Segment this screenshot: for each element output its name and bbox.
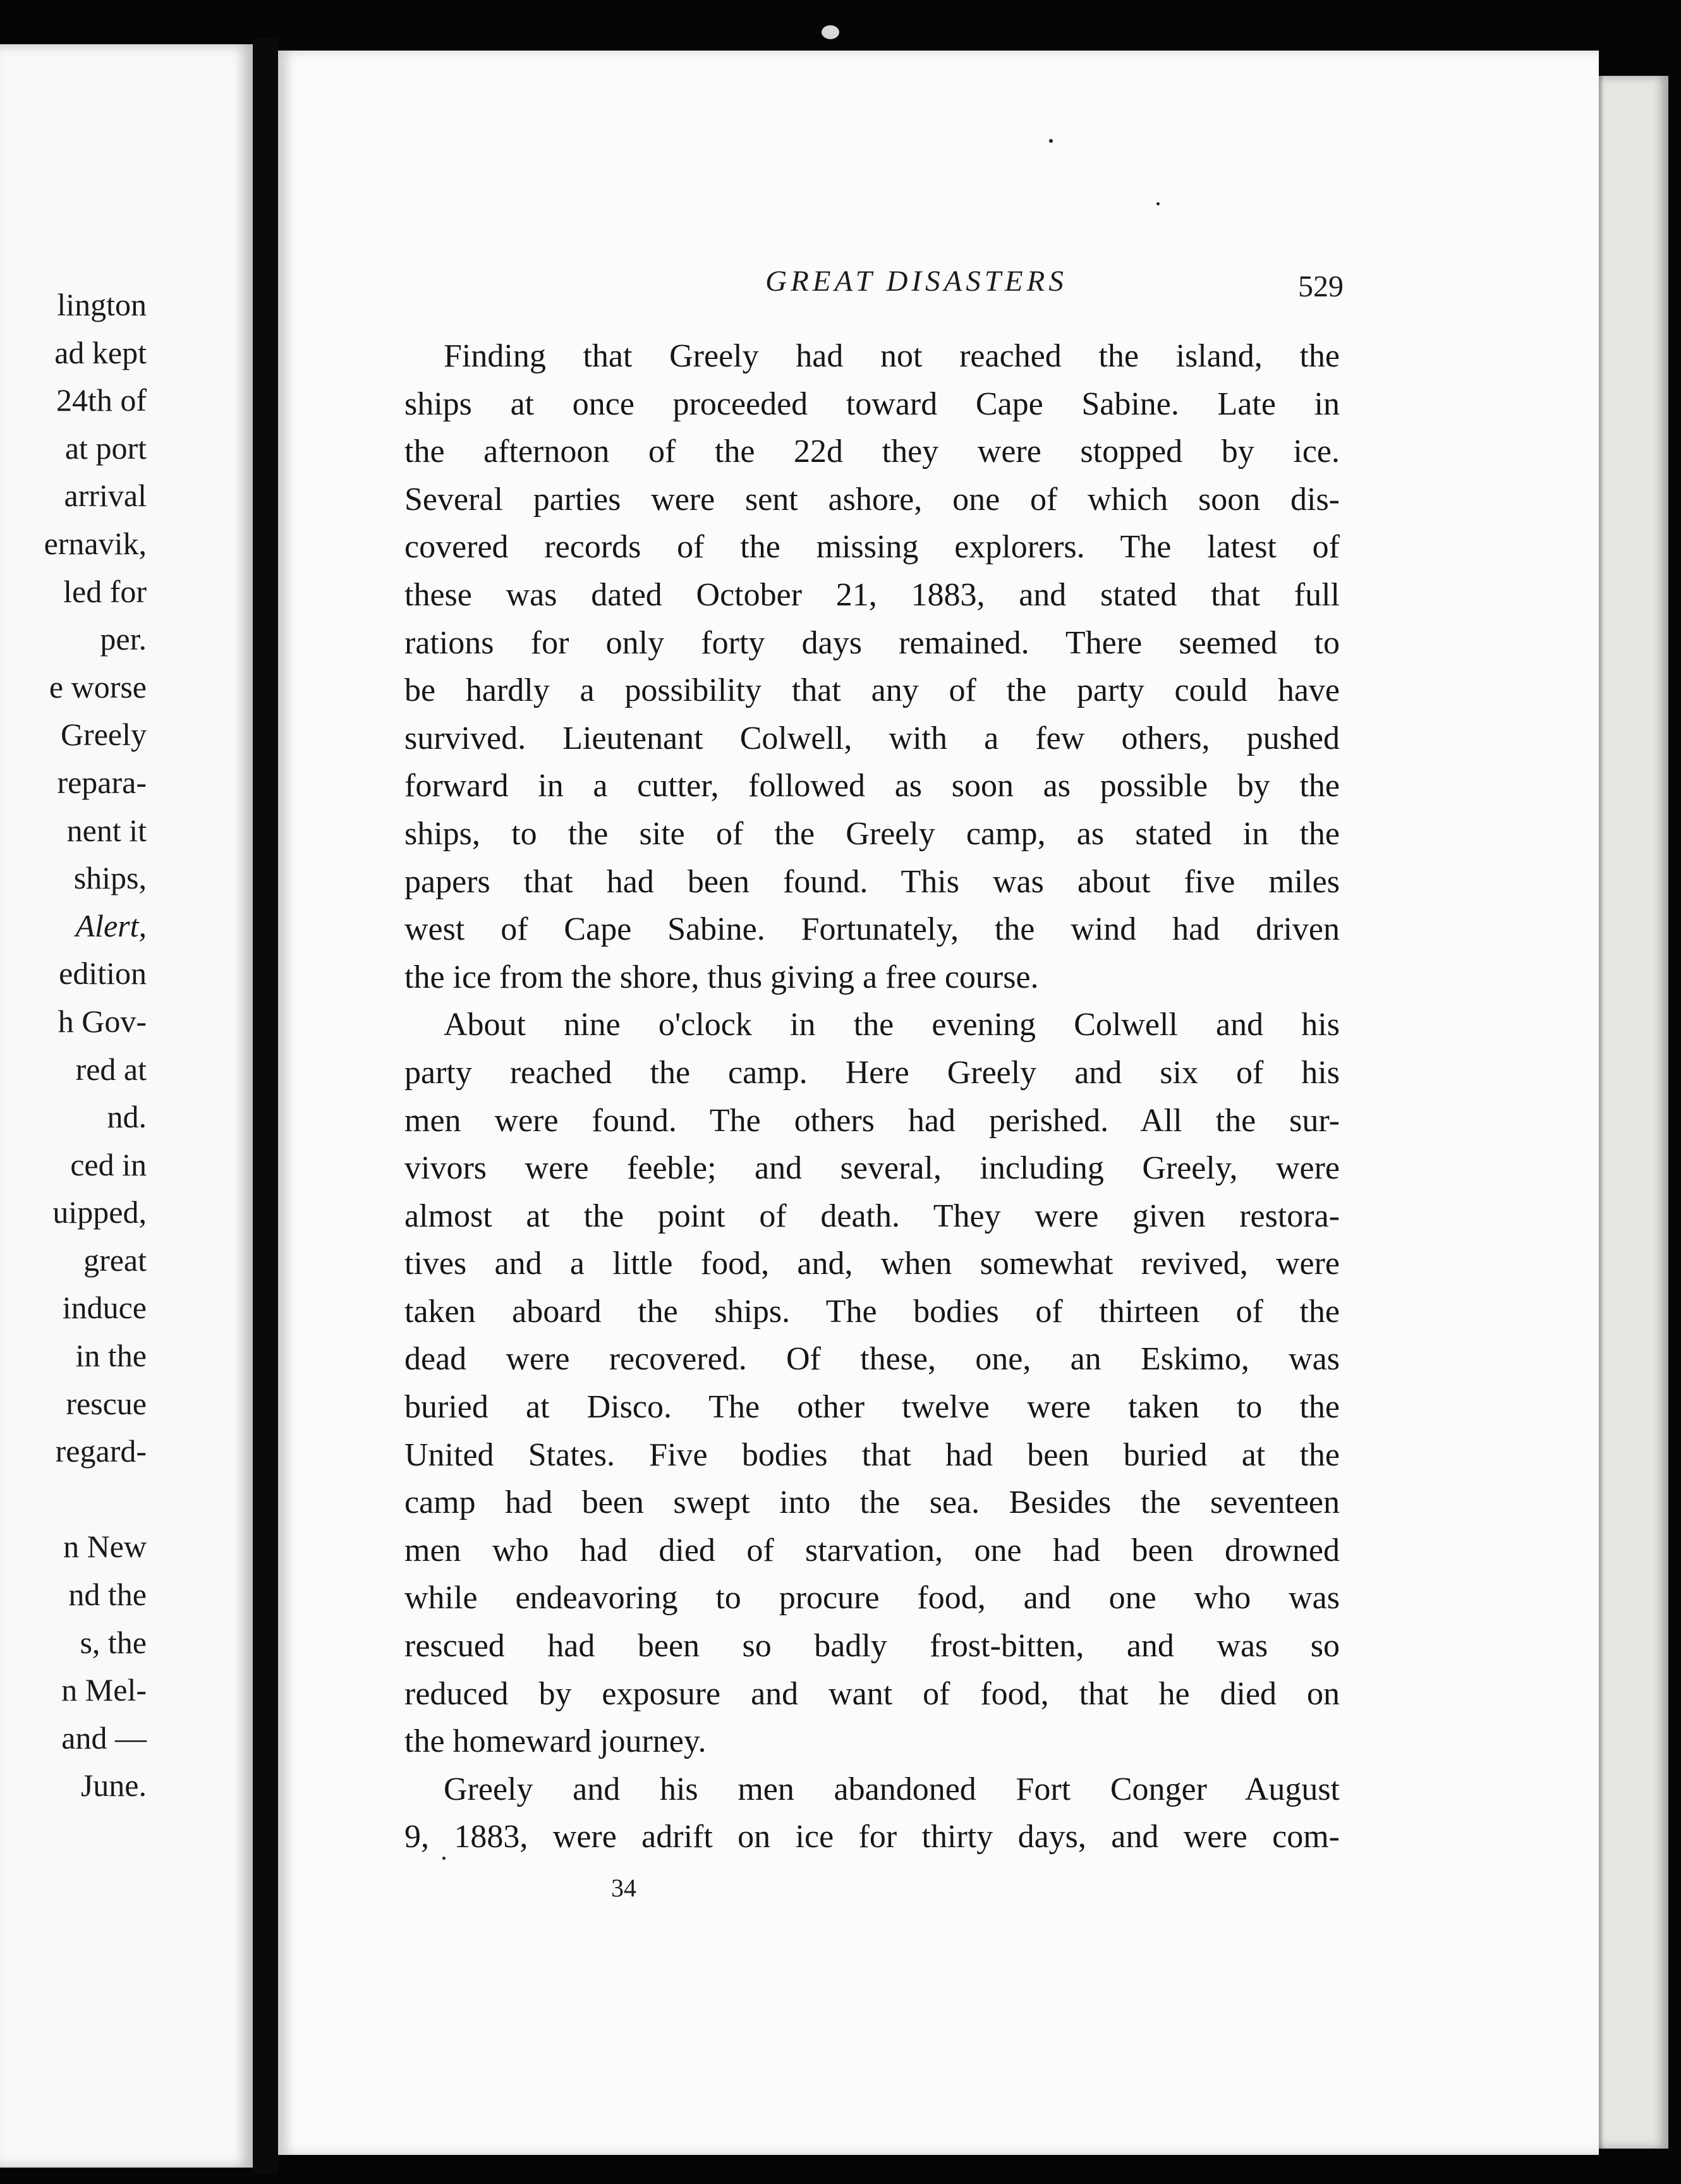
facing-line: 24th of — [56, 382, 147, 418]
facing-line: rescue — [66, 1385, 147, 1421]
facing-line: nent it — [66, 812, 147, 848]
facing-line: s, the — [80, 1624, 147, 1660]
running-head — [278, 264, 1599, 308]
text-line: the homeward journey. — [404, 1723, 707, 1760]
facing-line: Greely — [60, 717, 147, 753]
page-number: 529 — [1298, 270, 1344, 303]
text-line: tives and a little food, and, when somewhat revived, were — [404, 1246, 1340, 1282]
facing-line: and — — [61, 1720, 147, 1756]
facing-line: uipped, — [52, 1194, 147, 1230]
text-line: United States. Five bodies that had been buried at the — [404, 1436, 1340, 1473]
text-line: party reached the camp. Here Greely and six of his — [404, 1054, 1340, 1091]
facing-line: lington — [57, 287, 147, 322]
text-line: Several parties were sent ashore, one of which soon dis- — [404, 481, 1340, 518]
text-line: survived. Lieutenant Colwell, with a few others, pushed — [404, 720, 1340, 756]
facing-line: led for — [63, 573, 147, 609]
signature-mark: 34 — [611, 1874, 636, 1902]
facing-line: per. — [100, 621, 147, 657]
facing-line: ced in — [70, 1146, 147, 1182]
facing-line: repara- — [57, 764, 147, 800]
facing-line: n Mel- — [61, 1672, 147, 1708]
body-text — [404, 332, 1340, 1861]
scan-speck — [442, 1857, 446, 1860]
facing-line: great — [83, 1242, 147, 1278]
facing-line: e worse — [49, 669, 147, 705]
book-gutter — [253, 38, 278, 2174]
text-line: forward in a cutter, followed as soon as possible by the — [404, 768, 1340, 804]
facing-line: ernavik, — [44, 525, 147, 561]
scan-speck — [1156, 202, 1160, 205]
facing-line — [0, 1476, 253, 1524]
facing-line: June. — [80, 1768, 147, 1804]
text-line: almost at the point of death. They were given restora- — [404, 1198, 1340, 1234]
facing-line: at port — [64, 430, 147, 466]
facing-line: induce — [62, 1290, 147, 1326]
scan-speck — [822, 25, 839, 39]
facing-line: ad kept — [54, 334, 147, 370]
text-line: taken aboard the ships. The bodies of thirteen of the — [404, 1293, 1340, 1330]
facing-line: arrival — [64, 478, 147, 514]
facing-line: red at — [75, 1051, 147, 1087]
text-line: men who had died of starvation, one had been drowned — [404, 1532, 1340, 1568]
text-line: men were found. The others had perished. All the sur- — [404, 1102, 1340, 1139]
text-line: vivors were feeble; and several, including Greely, were — [404, 1150, 1340, 1187]
facing-line: regard- — [55, 1433, 147, 1469]
facing-line: nd the — [68, 1577, 147, 1613]
facing-line: edition — [59, 956, 147, 992]
text-line: rescued had been so badly frost-bitten, and was so — [404, 1628, 1340, 1665]
facing-line: Alert, — [75, 907, 147, 943]
facing-line: ships, — [73, 860, 147, 896]
text-line: rations for only forty days remained. There seemed to — [404, 624, 1340, 661]
text-line: covered records of the missing explorers. The latest of — [404, 529, 1340, 566]
text-line: ships, to the site of the Greely camp, as stated in the — [404, 815, 1340, 852]
book-page — [278, 51, 1599, 2155]
running-head-title: GREAT DISASTERS — [765, 265, 1067, 298]
text-line: be hardly a possibility that any of the party could have — [404, 672, 1340, 709]
text-line: Finding that Greely had not reached the island, the — [444, 338, 1340, 374]
text-line: west of Cape Sabine. Fortunately, the wind had driven — [404, 911, 1340, 948]
text-line: camp had been swept into the sea. Besides the seventeen — [404, 1484, 1340, 1521]
facing-line: nd. — [107, 1099, 147, 1135]
facing-line: in the — [75, 1338, 147, 1374]
text-line: papers that had been found. This was about five miles — [404, 863, 1340, 900]
scan-speck — [1049, 139, 1053, 143]
text-line: while endeavoring to procure food, and one who was — [404, 1580, 1340, 1617]
text-line: dead were recovered. Of these, one, an Eskimo, was — [404, 1341, 1340, 1378]
text-line: ships at once proceeded toward Cape Sabine. Late in — [404, 385, 1340, 422]
text-line: About nine o'clock in the evening Colwell and his — [444, 1007, 1340, 1043]
facing-page — [0, 44, 253, 2168]
text-line: the afternoon of the 22d they were stopped by ice. — [404, 434, 1340, 470]
text-line: Greely and his men abandoned Fort Conger August — [444, 1771, 1340, 1807]
text-line: buried at Disco. The other twelve were taken to the — [404, 1389, 1340, 1426]
facing-line: n New — [63, 1529, 147, 1565]
text-line: reduced by exposure and want of food, that he died on — [404, 1675, 1340, 1712]
text-line: the ice from the shore, thus giving a free course. — [404, 959, 1039, 995]
text-line: 9, 1883, were adrift on ice for thirty days, and were com- — [404, 1819, 1340, 1855]
text-line: these was dated October 21, 1883, and stated that full — [404, 576, 1340, 613]
facing-line: h Gov- — [58, 1003, 147, 1039]
facing-page-text — [0, 281, 253, 1810]
